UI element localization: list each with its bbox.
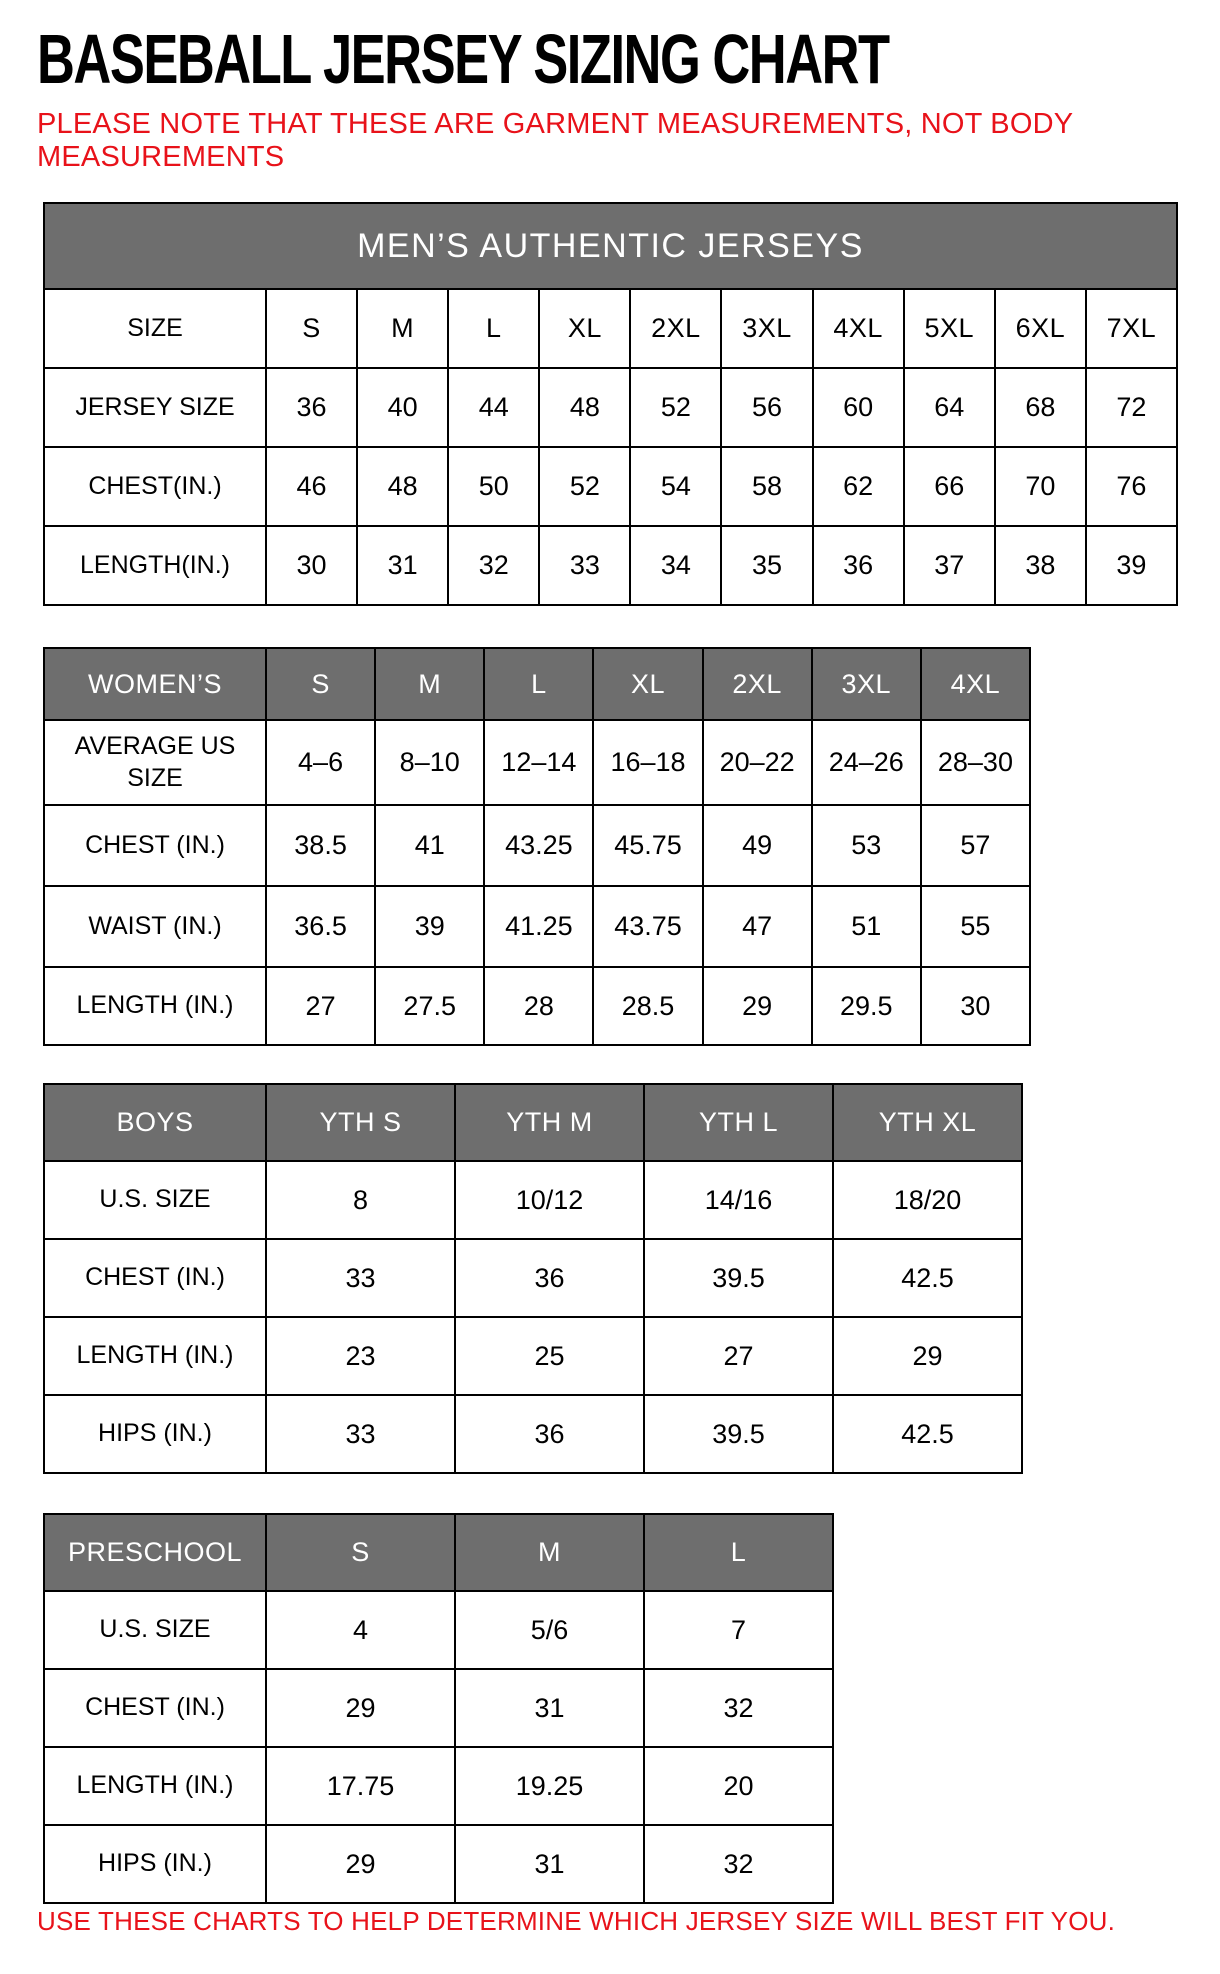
column-header-cell: 4XL	[814, 290, 905, 369]
column-header-cell: 5XL	[905, 290, 996, 369]
value-cell: 23	[267, 1318, 456, 1396]
boys-sizing-table	[43, 1083, 1023, 1474]
row-label: LENGTH (IN.)	[45, 1748, 267, 1826]
row-label: LENGTH (IN.)	[45, 1318, 267, 1396]
value-cell: 39.5	[645, 1240, 834, 1318]
column-header-cell: 3XL	[813, 649, 922, 721]
row-label: AVERAGE US SIZE	[45, 721, 267, 806]
mens-sizing-table	[43, 202, 1178, 606]
value-cell: 4–6	[267, 721, 376, 806]
value-cell: 29	[267, 1670, 456, 1748]
value-cell: 4	[267, 1592, 456, 1670]
value-cell: 48	[358, 448, 449, 527]
value-cell: 33	[267, 1396, 456, 1474]
value-cell: 33	[267, 1240, 456, 1318]
value-cell: 30	[922, 968, 1031, 1046]
value-cell: 41	[376, 806, 485, 887]
measurement-note	[37, 108, 1073, 174]
value-cell: 55	[922, 887, 1031, 968]
value-cell: 48	[540, 369, 631, 448]
column-header-cell: M	[358, 290, 449, 369]
column-header-cell: 2XL	[704, 649, 813, 721]
value-cell: 51	[813, 887, 922, 968]
measurement-note-line1: PLEASE NOTE THAT THESE ARE GARMENT MEASUREMENTS, NOT BODY	[37, 108, 1074, 140]
value-cell: 36	[814, 527, 905, 606]
value-cell: 28	[485, 968, 594, 1046]
value-cell: 27.5	[376, 968, 485, 1046]
value-cell: 49	[704, 806, 813, 887]
corner-header-cell: PRESCHOOL	[45, 1515, 267, 1592]
value-cell: 29	[704, 968, 813, 1046]
row-label: CHEST (IN.)	[45, 1240, 267, 1318]
footer-note: USE THESE CHARTS TO HELP DETERMINE WHICH JERSEY SIZE WILL BEST FIT YOU.	[37, 1906, 1116, 1936]
value-cell: 14/16	[645, 1162, 834, 1240]
column-header-cell: XL	[540, 290, 631, 369]
column-header-cell: 4XL	[922, 649, 1031, 721]
value-cell: 10/12	[456, 1162, 645, 1240]
value-cell: 47	[704, 887, 813, 968]
column-header-cell: YTH M	[456, 1085, 645, 1162]
value-cell: 20–22	[704, 721, 813, 806]
column-header-cell: L	[449, 290, 540, 369]
value-cell: 31	[456, 1826, 645, 1904]
value-cell: 27	[645, 1318, 834, 1396]
value-cell: 68	[996, 369, 1087, 448]
value-cell: 33	[540, 527, 631, 606]
value-cell: 32	[645, 1670, 834, 1748]
value-cell: 30	[267, 527, 358, 606]
value-cell: 70	[996, 448, 1087, 527]
value-cell: 58	[722, 448, 813, 527]
value-cell: 60	[814, 369, 905, 448]
value-cell: 36	[456, 1240, 645, 1318]
column-header-cell: YTH S	[267, 1085, 456, 1162]
column-header-cell: 2XL	[631, 290, 722, 369]
column-header-cell: L	[645, 1515, 834, 1592]
value-cell: 54	[631, 448, 722, 527]
column-header-cell: 7XL	[1087, 290, 1178, 369]
value-cell: 64	[905, 369, 996, 448]
column-header-cell: XL	[594, 649, 703, 721]
value-cell: 28–30	[922, 721, 1031, 806]
value-cell: 17.75	[267, 1748, 456, 1826]
value-cell: 27	[267, 968, 376, 1046]
value-cell: 52	[540, 448, 631, 527]
row-label: CHEST(IN.)	[45, 448, 267, 527]
preschool-sizing-table	[43, 1513, 834, 1904]
value-cell: 38	[996, 527, 1087, 606]
value-cell: 29	[834, 1318, 1023, 1396]
value-cell: 32	[449, 527, 540, 606]
corner-header-cell: SIZE	[45, 290, 267, 369]
page-title: BASEBALL JERSEY SIZING CHART	[37, 20, 889, 98]
row-label: U.S. SIZE	[45, 1162, 267, 1240]
value-cell: 72	[1087, 369, 1178, 448]
column-header-cell: M	[376, 649, 485, 721]
value-cell: 12–14	[485, 721, 594, 806]
value-cell: 62	[814, 448, 905, 527]
value-cell: 8	[267, 1162, 456, 1240]
value-cell: 66	[905, 448, 996, 527]
value-cell: 16–18	[594, 721, 703, 806]
value-cell: 37	[905, 527, 996, 606]
column-header-cell: 3XL	[722, 290, 813, 369]
corner-header-cell: WOMEN’S	[45, 649, 267, 721]
column-header-cell: 6XL	[996, 290, 1087, 369]
value-cell: 31	[358, 527, 449, 606]
value-cell: 20	[645, 1748, 834, 1826]
row-label: LENGTH(IN.)	[45, 527, 267, 606]
column-header-cell: L	[485, 649, 594, 721]
column-header-cell: S	[267, 649, 376, 721]
value-cell: 25	[456, 1318, 645, 1396]
value-cell: 29	[267, 1826, 456, 1904]
value-cell: 53	[813, 806, 922, 887]
value-cell: 35	[722, 527, 813, 606]
row-label: JERSEY SIZE	[45, 369, 267, 448]
column-header-cell: M	[456, 1515, 645, 1592]
row-label: U.S. SIZE	[45, 1592, 267, 1670]
column-header-cell: YTH L	[645, 1085, 834, 1162]
column-header-cell: S	[267, 290, 358, 369]
value-cell: 40	[358, 369, 449, 448]
value-cell: 7	[645, 1592, 834, 1670]
column-header-cell: YTH XL	[834, 1085, 1023, 1162]
value-cell: 34	[631, 527, 722, 606]
value-cell: 43.75	[594, 887, 703, 968]
value-cell: 19.25	[456, 1748, 645, 1826]
value-cell: 36	[456, 1396, 645, 1474]
value-cell: 5/6	[456, 1592, 645, 1670]
row-label: CHEST (IN.)	[45, 806, 267, 887]
value-cell: 57	[922, 806, 1031, 887]
value-cell: 76	[1087, 448, 1178, 527]
value-cell: 45.75	[594, 806, 703, 887]
row-label: HIPS (IN.)	[45, 1826, 267, 1904]
value-cell: 29.5	[813, 968, 922, 1046]
row-label: LENGTH (IN.)	[45, 968, 267, 1046]
value-cell: 39	[1087, 527, 1178, 606]
value-cell: 31	[456, 1670, 645, 1748]
value-cell: 36.5	[267, 887, 376, 968]
measurement-note-line2: MEASUREMENTS	[37, 141, 285, 173]
corner-header-cell: BOYS	[45, 1085, 267, 1162]
row-label: WAIST (IN.)	[45, 887, 267, 968]
value-cell: 43.25	[485, 806, 594, 887]
table-banner: MEN’S AUTHENTIC JERSEYS	[45, 204, 1178, 290]
value-cell: 41.25	[485, 887, 594, 968]
row-label: CHEST (IN.)	[45, 1670, 267, 1748]
value-cell: 28.5	[594, 968, 703, 1046]
value-cell: 39	[376, 887, 485, 968]
value-cell: 18/20	[834, 1162, 1023, 1240]
value-cell: 36	[267, 369, 358, 448]
value-cell: 52	[631, 369, 722, 448]
row-label: HIPS (IN.)	[45, 1396, 267, 1474]
value-cell: 8–10	[376, 721, 485, 806]
value-cell: 39.5	[645, 1396, 834, 1474]
value-cell: 50	[449, 448, 540, 527]
value-cell: 38.5	[267, 806, 376, 887]
womens-sizing-table	[43, 647, 1031, 1046]
value-cell: 24–26	[813, 721, 922, 806]
value-cell: 42.5	[834, 1240, 1023, 1318]
value-cell: 44	[449, 369, 540, 448]
value-cell: 56	[722, 369, 813, 448]
value-cell: 32	[645, 1826, 834, 1904]
value-cell: 46	[267, 448, 358, 527]
column-header-cell: S	[267, 1515, 456, 1592]
value-cell: 42.5	[834, 1396, 1023, 1474]
